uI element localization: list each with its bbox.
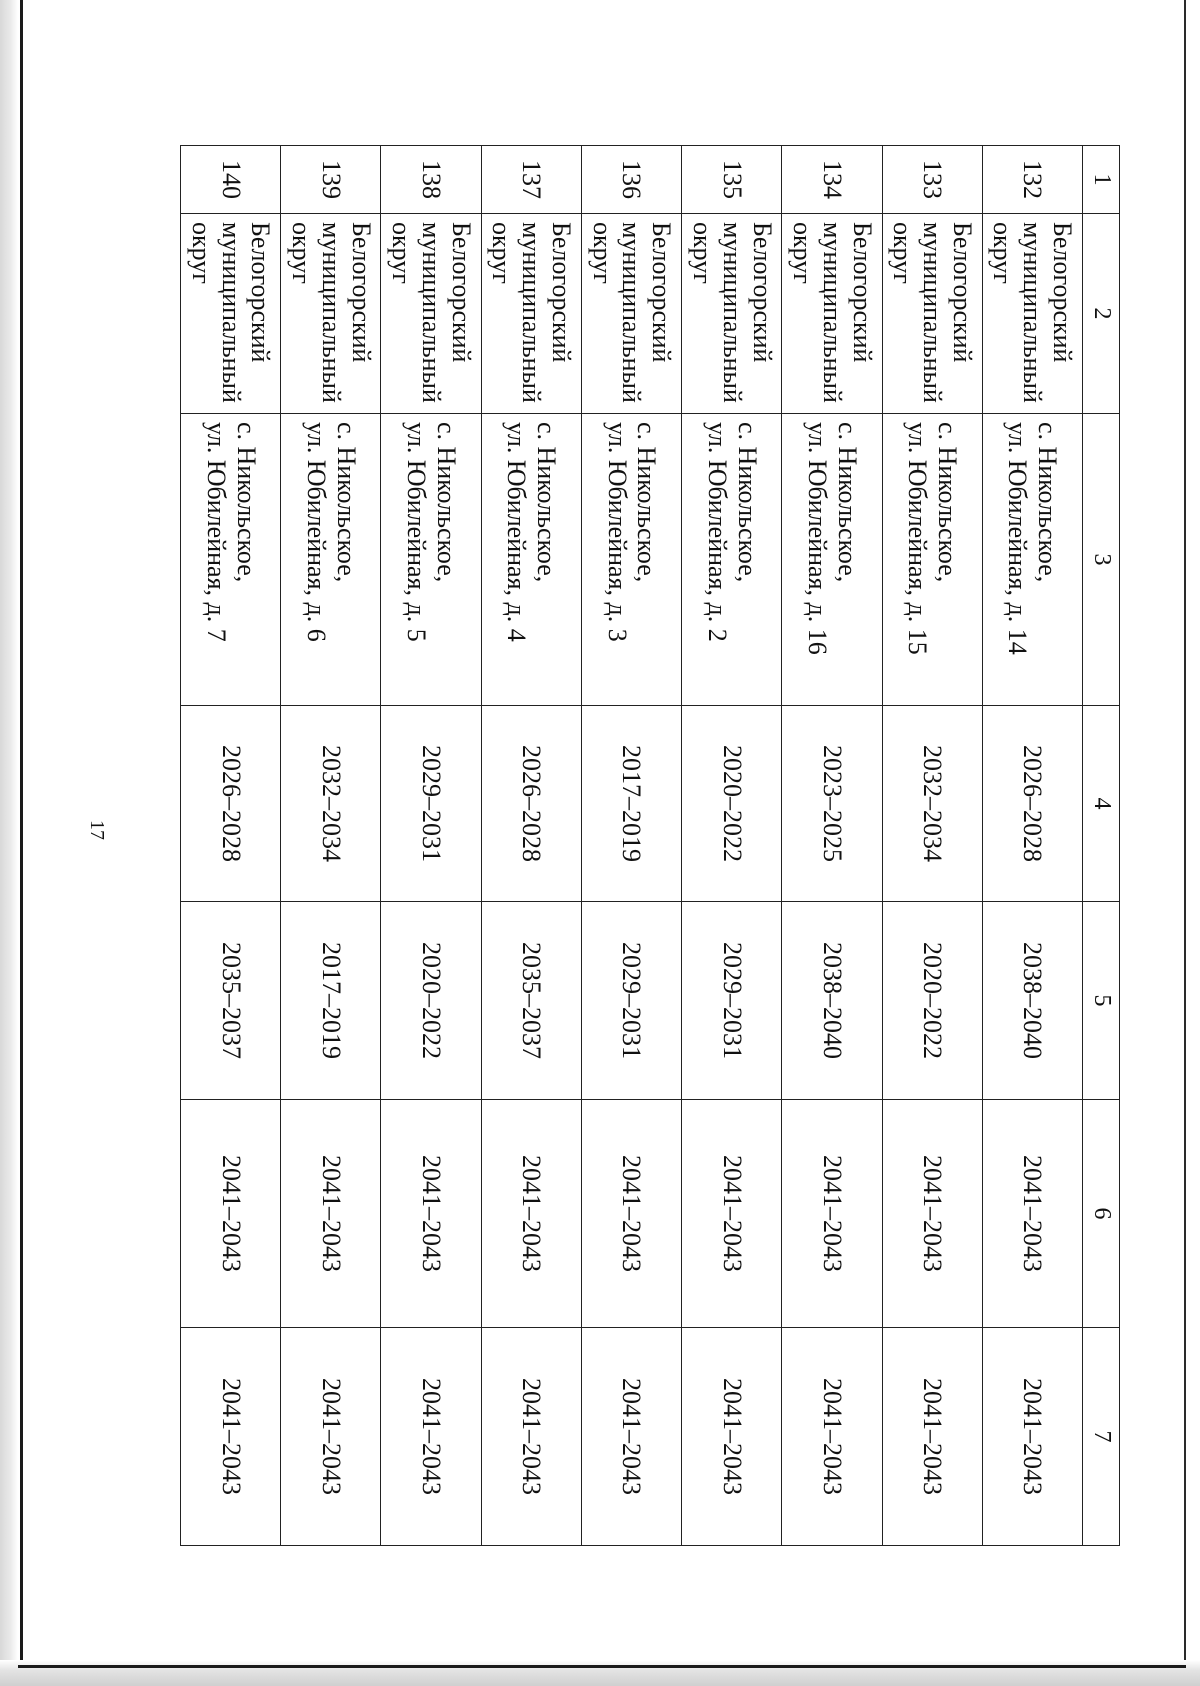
district-cell: [181, 214, 281, 414]
period-cell-c5: 2038–2040: [782, 902, 882, 1100]
period-cell-c5: 2017–2019: [281, 902, 381, 1100]
row-number-cell: 133: [882, 146, 982, 214]
period-cell-c7: 2041–2043: [281, 1328, 381, 1546]
district-cell: [381, 214, 481, 414]
period-cell-c4: 2032–2034: [882, 706, 982, 902]
period-cell-c7: 2041–2043: [882, 1328, 982, 1546]
column-number-5: 5: [1083, 902, 1120, 1100]
period-cell-c4: 2017–2019: [581, 706, 681, 902]
row-number-cell: 135: [682, 146, 782, 214]
table-row: [682, 146, 782, 1546]
address-cell: [281, 414, 381, 706]
address-line: с. Никольское,: [1033, 422, 1063, 583]
district-line: Белогорский: [346, 222, 376, 363]
table-row: [982, 146, 1082, 1546]
header-row: [1083, 146, 1120, 1546]
column-number-7: 7: [1083, 1328, 1120, 1546]
address-line: с. Никольское,: [231, 422, 261, 583]
table-row: [581, 146, 681, 1546]
page-number: 17: [86, 820, 108, 840]
schedule-table: [180, 145, 1120, 1546]
column-number-3: 3: [1083, 414, 1120, 706]
address-cell: [882, 414, 982, 706]
address-line: ул. Юбилейная, д. 5: [402, 422, 432, 642]
period-cell-c7: 2041–2043: [181, 1328, 281, 1546]
table-row: [882, 146, 982, 1546]
district-line: округ: [587, 222, 617, 284]
district-line: муниципальный: [216, 222, 246, 403]
address-line: с. Никольское,: [732, 422, 762, 583]
district-line: округ: [788, 222, 818, 284]
district-line: Белогорский: [1048, 222, 1078, 363]
address-cell: [782, 414, 882, 706]
address-cell: [181, 414, 281, 706]
district-line: муниципальный: [417, 222, 447, 403]
period-cell-c7: 2041–2043: [982, 1328, 1082, 1546]
period-cell-c7: 2041–2043: [381, 1328, 481, 1546]
district-line: округ: [387, 222, 417, 284]
district-line: Белогорский: [847, 222, 877, 363]
period-cell-c6: 2041–2043: [882, 1100, 982, 1328]
row-number-cell: 137: [481, 146, 581, 214]
row-number-cell: 136: [581, 146, 681, 214]
district-line: муниципальный: [817, 222, 847, 403]
period-cell-c5: 2035–2037: [481, 902, 581, 1100]
period-cell-c4: 2029–2031: [381, 706, 481, 902]
address-line: ул. Юбилейная, д. 16: [802, 422, 832, 655]
table-row: [381, 146, 481, 1546]
district-line: Белогорский: [547, 222, 577, 363]
period-cell-c4: 2032–2034: [281, 706, 381, 902]
period-cell-c7: 2041–2043: [481, 1328, 581, 1546]
scan-bottom-edge: [18, 1665, 1186, 1668]
column-number-2: 2: [1083, 214, 1120, 414]
district-cell: [481, 214, 581, 414]
period-cell-c5: 2038–2040: [982, 902, 1082, 1100]
period-cell-c6: 2041–2043: [581, 1100, 681, 1328]
row-number-cell: 140: [181, 146, 281, 214]
table-row: [281, 146, 381, 1546]
schedule-table-container: [180, 145, 1120, 1545]
period-cell-c5: 2020–2022: [882, 902, 982, 1100]
period-cell-c5: 2035–2037: [181, 902, 281, 1100]
district-line: муниципальный: [717, 222, 747, 403]
period-cell-c7: 2041–2043: [782, 1328, 882, 1546]
column-number-6: 6: [1083, 1100, 1120, 1328]
address-cell: [982, 414, 1082, 706]
address-line: ул. Юбилейная, д. 2: [702, 422, 732, 642]
period-cell-c4: 2026–2028: [181, 706, 281, 902]
address-line: ул. Юбилейная, д. 15: [903, 422, 933, 655]
table-row: [481, 146, 581, 1546]
district-cell: [982, 214, 1082, 414]
address-cell: [581, 414, 681, 706]
row-number-cell: 139: [281, 146, 381, 214]
row-number-cell: 132: [982, 146, 1082, 214]
address-line: ул. Юбилейная, д. 4: [502, 422, 532, 642]
address-line: ул. Юбилейная, д. 7: [201, 422, 231, 642]
period-cell-c4: 2026–2028: [982, 706, 1082, 902]
district-line: муниципальный: [918, 222, 948, 403]
district-line: округ: [286, 222, 316, 284]
district-line: округ: [487, 222, 517, 284]
period-cell-c6: 2041–2043: [982, 1100, 1082, 1328]
period-cell-c6: 2041–2043: [481, 1100, 581, 1328]
column-number-4: 4: [1083, 706, 1120, 902]
district-cell: [581, 214, 681, 414]
district-line: округ: [687, 222, 717, 284]
address-line: ул. Юбилейная, д. 14: [1003, 422, 1033, 655]
district-line: муниципальный: [617, 222, 647, 403]
address-cell: [381, 414, 481, 706]
period-cell-c7: 2041–2043: [581, 1328, 681, 1546]
table-row: [782, 146, 882, 1546]
district-line: округ: [186, 222, 216, 284]
address-cell: [481, 414, 581, 706]
district-line: Белогорский: [246, 222, 276, 363]
address-line: с. Никольское,: [532, 422, 562, 583]
district-line: муниципальный: [1018, 222, 1048, 403]
district-cell: [882, 214, 982, 414]
period-cell-c7: 2041–2043: [682, 1328, 782, 1546]
district-line: Белогорский: [647, 222, 677, 363]
address-line: с. Никольское,: [331, 422, 361, 583]
row-number-cell: 134: [782, 146, 882, 214]
district-cell: [782, 214, 882, 414]
period-cell-c6: 2041–2043: [181, 1100, 281, 1328]
district-line: муниципальный: [517, 222, 547, 403]
address-cell: [682, 414, 782, 706]
column-number-1: 1: [1083, 146, 1120, 214]
scan-bottom-shadow: [0, 1660, 1200, 1686]
address-line: ул. Юбилейная, д. 6: [301, 422, 331, 642]
period-cell-c6: 2041–2043: [682, 1100, 782, 1328]
district-line: Белогорский: [948, 222, 978, 363]
period-cell-c5: 2020–2022: [381, 902, 481, 1100]
period-cell-c6: 2041–2043: [782, 1100, 882, 1328]
district-cell: [281, 214, 381, 414]
period-cell-c4: 2023–2025: [782, 706, 882, 902]
district-line: Белогорский: [446, 222, 476, 363]
district-line: округ: [888, 222, 918, 284]
row-number-cell: 138: [381, 146, 481, 214]
period-cell-c6: 2041–2043: [381, 1100, 481, 1328]
district-line: Белогорский: [747, 222, 777, 363]
district-cell: [682, 214, 782, 414]
scan-right-edge: [1184, 0, 1186, 1686]
table-body: [181, 146, 1083, 1546]
period-cell-c4: 2026–2028: [481, 706, 581, 902]
period-cell-c5: 2029–2031: [682, 902, 782, 1100]
address-line: ул. Юбилейная, д. 3: [602, 422, 632, 642]
scan-left-edge: [20, 0, 23, 1686]
period-cell-c4: 2020–2022: [682, 706, 782, 902]
period-cell-c6: 2041–2043: [281, 1100, 381, 1328]
address-line: с. Никольское,: [933, 422, 963, 583]
table-row: [181, 146, 281, 1546]
address-line: с. Никольское,: [832, 422, 862, 583]
period-cell-c5: 2029–2031: [581, 902, 681, 1100]
district-line: округ: [988, 222, 1018, 284]
district-line: муниципальный: [316, 222, 346, 403]
address-line: с. Никольское,: [431, 422, 461, 583]
address-line: с. Никольское,: [632, 422, 662, 583]
